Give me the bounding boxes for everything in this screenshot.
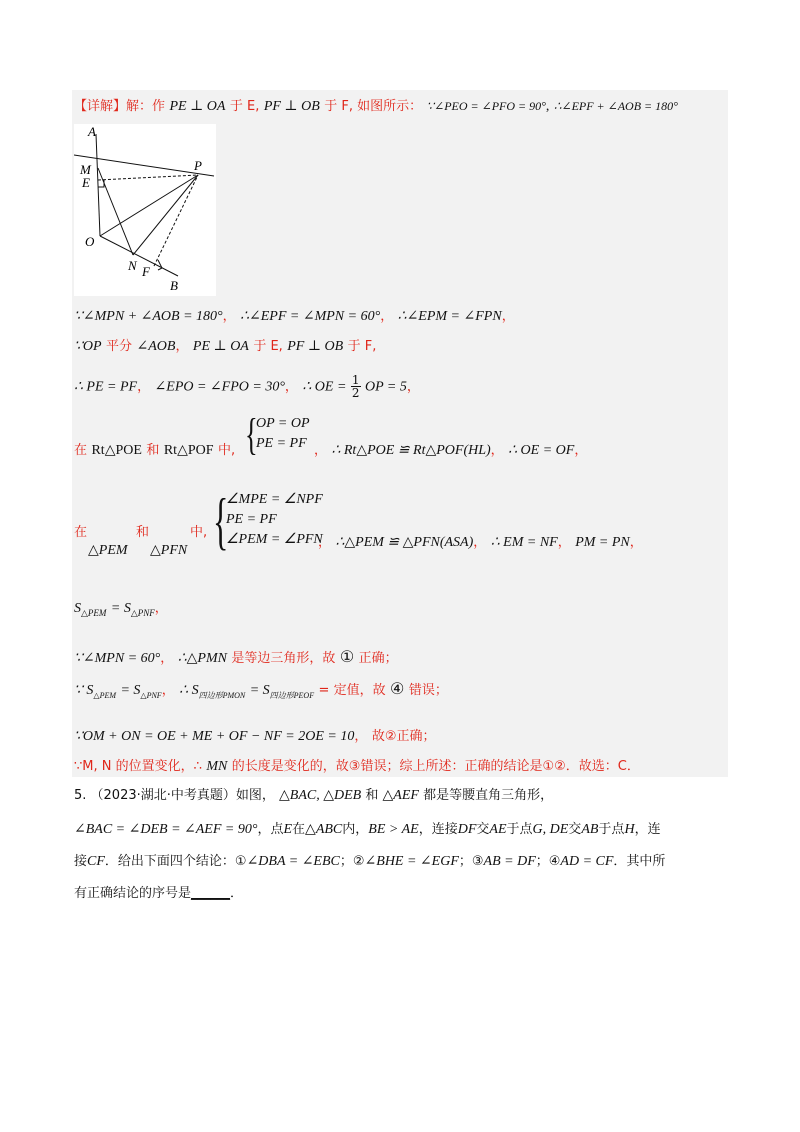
label-b: B [170,278,178,293]
equation-system-1: OP = OP PE = PF [256,416,310,451]
solution-line-7: $S_{\triangle PEM} = S_{\triangle PNF}$， [74,601,168,618]
question-line-1: 5. （2023·湖北·中考真题）如图， △BAC, △DEB 和 △AEF 都是等腰直角三角形， [74,788,554,803]
solution-line-4: ∴ PE = PF， ∠EPO = ∠FPO = 30°， ∴ OE = $\frac{1}{2}$ OP = 5， [74,373,420,400]
question-line-3: 接CF．给出下面四个结论：①∠DBA = ∠EBC；②∠BHE = ∠EGF；③AB = DF；④AD = CF．其中所 [74,854,666,869]
system-brace-2: { [213,485,229,556]
geometry-figure [74,124,216,296]
solution-line-6-conclusion: ， ∴△PEM ≌ △PFN(ASA)， ∴ EM = NF， PM = PN， [318,535,643,550]
geometry-diagram [74,124,216,296]
solution-line-5: 在 Rt△POE 和 Rt△POF 中, [74,443,236,458]
label-e: E [82,175,90,190]
solution-line-6: 在 [74,525,88,540]
label-o: O [85,234,95,249]
right-angle-f [158,260,162,270]
solution-line-1: 【详解】解：作 PE ⊥ OA 于 E, PF ⊥ OB 于 F, 如图所示： ∵∠PEO = ∠PFO = 90°, ∴∠EPF + ∠AOB = 180° [74,99,678,114]
solution-line-9: ∵ $S_{\triangle PEM} = S_{\triangle PNF}$， ∴ $S_{四边形PMON} = S_{四边形PEOF}$ = 定值，故 ④ 错误； [74,681,448,700]
label-m: M [80,162,91,177]
label-p: P [194,158,202,173]
answer-blank[interactable]: ______ [191,886,231,901]
segment-pe [98,175,198,180]
equation-system-2: ∠MPE = ∠NPF PE = PF ∠PEM = ∠PFN [226,492,323,547]
detail-tag: 【详解】 [74,99,127,114]
label-n: N [128,258,137,273]
segment-mn [98,168,133,255]
fraction-half: $\frac{1}{2}$ [351,373,360,400]
solution-line-5-conclusion: ， ∴ Rt△POE ≌ Rt△POF(HL)， ∴ OE = OF， [314,443,588,458]
ray-ob [100,236,178,276]
solution-line-8: ∵∠MPN = 60°， ∴△PMN 是等边三角形，故 ① 正确； [74,649,398,666]
solution-line-10: ∵OM + ON = OE + ME + OF − NF = 2OE = 10， 故②正确； [74,729,436,744]
ray-oa [96,134,100,236]
solution-line-11: ∵M, N 的位置变化，∴ MN 的长度是变化的，故③错误；综上所述：正确的结论是①②．故选：C． [74,759,640,774]
question-line-2: ∠BAC = ∠DEB = ∠AEF = 90°，点E在△ABC内，BE > AE，连接DF交AE于点G, DE交AB于点H，连 [74,822,661,837]
solution-line-3: ∵OP 平分 ∠AOB， PE ⊥ OA 于 E, PF ⊥ OB 于 F, [74,339,377,354]
line-mp [74,155,214,176]
label-f: F [142,264,150,279]
label-a: A [88,124,96,139]
question-line-4: 有正确结论的序号是______． [74,886,244,901]
system-brace-1: { [245,410,258,459]
solution-line-2: ∵∠MPN + ∠AOB = 180°， ∴∠EPF = ∠MPN = 60°， ∴∠EPM = ∠FPN， [74,309,515,324]
